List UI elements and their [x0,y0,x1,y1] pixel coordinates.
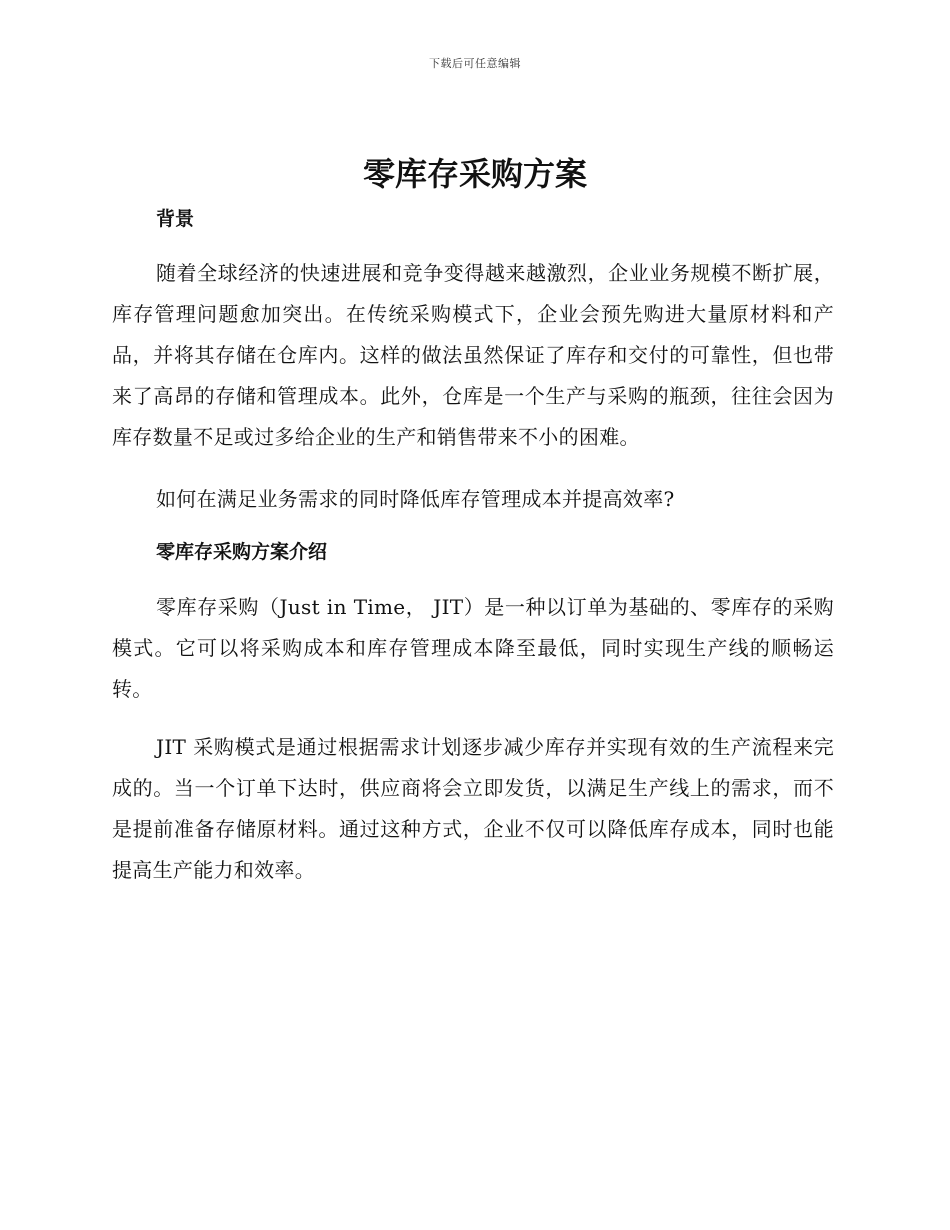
header-note: 下载后可任意编辑 [429,57,521,70]
background-paragraph-1-block [112,253,834,458]
background-heading-block [112,199,834,240]
background-paragraph-1: 随着全球经济的快速进展和竞争变得越来越激烈，企业业务规模不断扩展，库存管理问题愈加突出。在传统采购模式下，企业会预先购进大量原材料和产品，并将其存储在仓库内。这样的做法虽然保证了库存和交付的可靠性，但也带来了高昂的存储和管理成本。此外，仓库是一个生产与采购的瓶颈，往往会因为库存数量不足或过多给企业的生产和销售带来不小的困难。 [112,261,834,449]
background-paragraph-2: 如何在满足业务需求的同时降低库存管理成本并提高效率? [156,487,675,511]
intro-paragraph-2-block [112,727,834,891]
intro-paragraph-1-block [112,587,834,710]
section-heading-intro: 零库存采购方案介绍 [156,541,328,563]
intro-paragraph-2: JIT 采购模式是通过根据需求计划逐步减少库存并实现有效的生产流程来完成的。当一个订单下达时，供应商将会立即发货，以满足生产线上的需求，而不是提前准备存储原材料。通过这种方式，企业不仅可以降低库存成本，同时也能提高生产能力和效率。 [112,735,834,882]
document-title: 零库存采购方案 [362,155,587,193]
intro-paragraph-1: 零库存采购（Just in Time， JIT）是一种以订单为基础的、零库存的采购模式。它可以将采购成本和库存管理成本降至最低，同时实现生产线的顺畅运转。 [112,595,834,701]
section-heading-background: 背景 [156,208,195,230]
intro-heading-block [112,532,834,573]
background-paragraph-2-block [112,479,834,520]
